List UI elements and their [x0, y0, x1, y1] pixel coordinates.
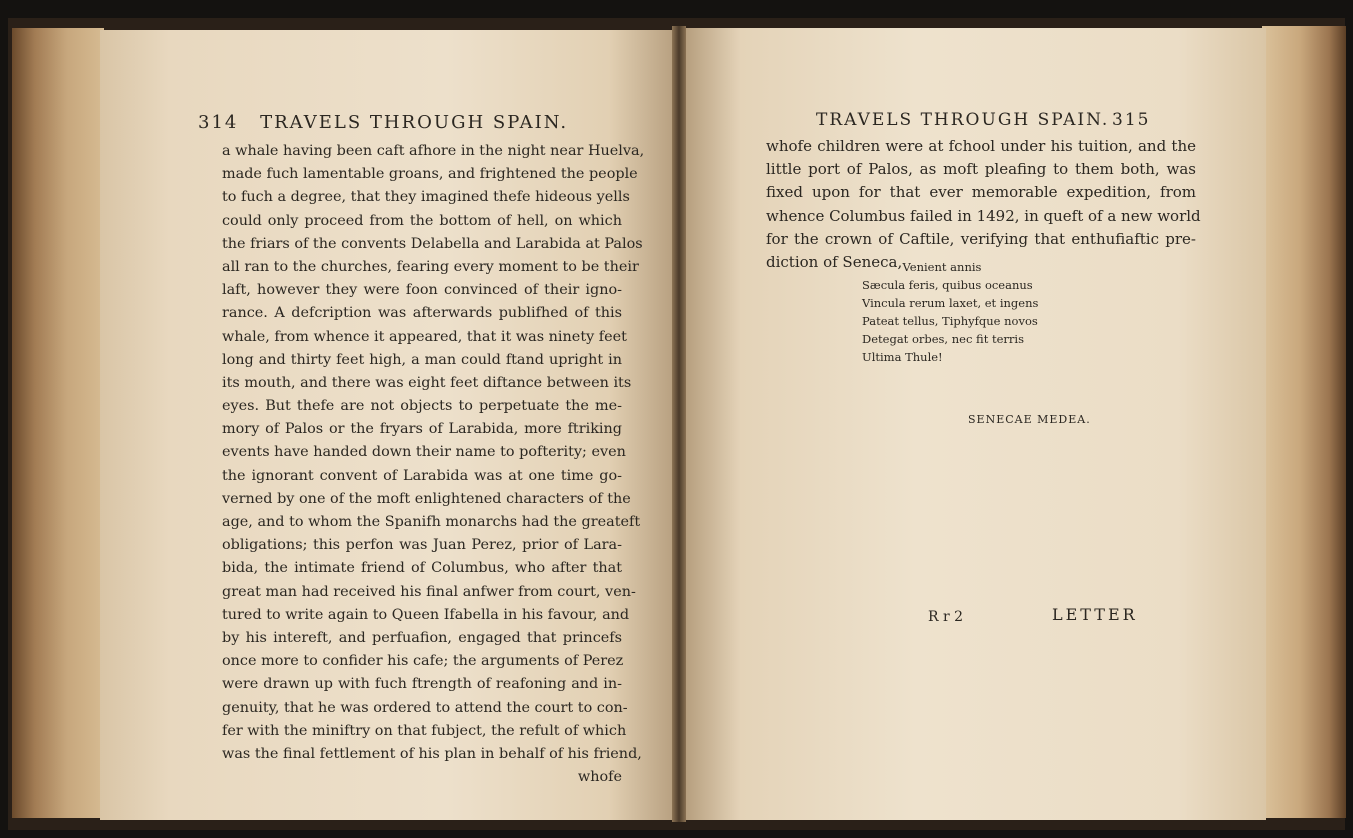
left-running-header: [198, 112, 569, 136]
text-line: age, and to whom the Spanifh monarchs had the greateft: [222, 514, 641, 530]
text-line: events have handed down their name to pofterity; even: [222, 444, 626, 461]
verse-line: Detegat orbes, nec fit terris: [862, 332, 1025, 346]
text-line: all ran to the churches, fearing every moment to be their: [222, 258, 639, 275]
right-body-text: [766, 135, 1201, 274]
right-catchword: LETTER: [1052, 605, 1138, 624]
text-line: were drawn up with fuch ftrength of reafoning and in-: [222, 676, 622, 693]
text-line: fixed upon for that ever memorable expedition, from: [766, 183, 1196, 202]
text-line: whofe children were at fchool under his tuition, and the: [766, 137, 1196, 155]
text-line: the ignorant convent of Larabida was at one time go-: [222, 467, 622, 484]
text-line: tured to write again to Queen Ifabella in his favour, and: [222, 606, 630, 623]
text-line: little port of Palos, as moft pleafing to them both, was: [766, 160, 1196, 179]
right-page-number: 315: [1112, 110, 1151, 130]
text-line: great man had received his final anfwer from court, ven-: [222, 583, 636, 600]
text-line: the friars of the convents Delabella and Larabida at Palos: [222, 235, 643, 252]
verse-line: Pateat tellus, Tiphyfque novos: [862, 314, 1038, 328]
text-line: verned by one of the moft enlightened characters of the: [222, 490, 631, 507]
text-line: made fuch lamentable groans, and frightened the people: [222, 166, 638, 183]
text-line: its mouth, and there was eight feet diftance between its: [222, 374, 632, 391]
text-line: once more to confider his cafe; the arguments of Perez: [222, 653, 624, 670]
text-line: whale, from whence it appeared, that it was ninety feet: [222, 328, 627, 345]
verse-line: Vincula rerum laxet, et ingens: [862, 296, 1039, 310]
text-line: bida, the intimate friend of Columbus, who after that: [222, 560, 622, 577]
verse-attribution: SENECAE MEDEA.: [968, 413, 1091, 426]
text-line: mory of Palos or the fryars of Larabida, more ftriking: [222, 421, 622, 438]
text-line: whence Columbus failed in 1492, in queft of a new world: [766, 206, 1201, 225]
latin-verse: [862, 258, 1062, 366]
signature-mark: R r 2: [928, 609, 964, 625]
left-catchword: whofe: [577, 769, 622, 786]
right-header-title: TRAVELS THROUGH SPAIN.: [816, 110, 1110, 130]
text-line: genuity, that he was ordered to attend the court to con-: [222, 699, 628, 716]
verse-line: Venient annis: [902, 260, 982, 274]
text-line: could only proceed from the bottom of hell, on which: [222, 212, 622, 229]
text-line: a whale having been caft afhore in the night near Huelva,: [222, 143, 645, 159]
text-line: diction of Seneca,: [766, 252, 903, 271]
left-page-edges: [12, 28, 104, 818]
verse-line: Sæcula feris, quibus oceanus: [862, 278, 1033, 292]
text-line: long and thirty feet high, a man could ftand upright in: [222, 351, 622, 368]
text-line: rance. A defcription was afterwards publifhed of this: [222, 305, 622, 322]
text-line: eyes. But thefe are not objects to perpetuate the me-: [222, 398, 622, 415]
left-header-title: TRAVELS THROUGH SPAIN.: [260, 112, 569, 133]
book-gutter: [672, 26, 686, 822]
left-body-text: [222, 140, 645, 789]
right-running-header: [756, 110, 1196, 134]
text-line: for the crown of Caftile, verifying that enthufiaftic pre-: [766, 229, 1196, 248]
verse-line: Ultima Thule!: [862, 350, 943, 364]
text-line: obligations; this perfon was Juan Perez, prior of Lara-: [222, 537, 622, 554]
text-line: to fuch a degree, that they imagined thefe hideous yells: [222, 189, 630, 206]
text-line: by his intereft, and perfuafion, engaged that princefs: [222, 629, 622, 646]
right-page-edges: [1262, 26, 1346, 818]
text-line: fer with the miniftry on that fubject, the refult of which: [222, 722, 627, 739]
left-page-number: 314: [198, 112, 239, 133]
text-line: laft, however they were foon convinced of their igno-: [222, 282, 622, 299]
text-line: was the final fettlement of his plan in behalf of his friend,: [222, 745, 642, 762]
